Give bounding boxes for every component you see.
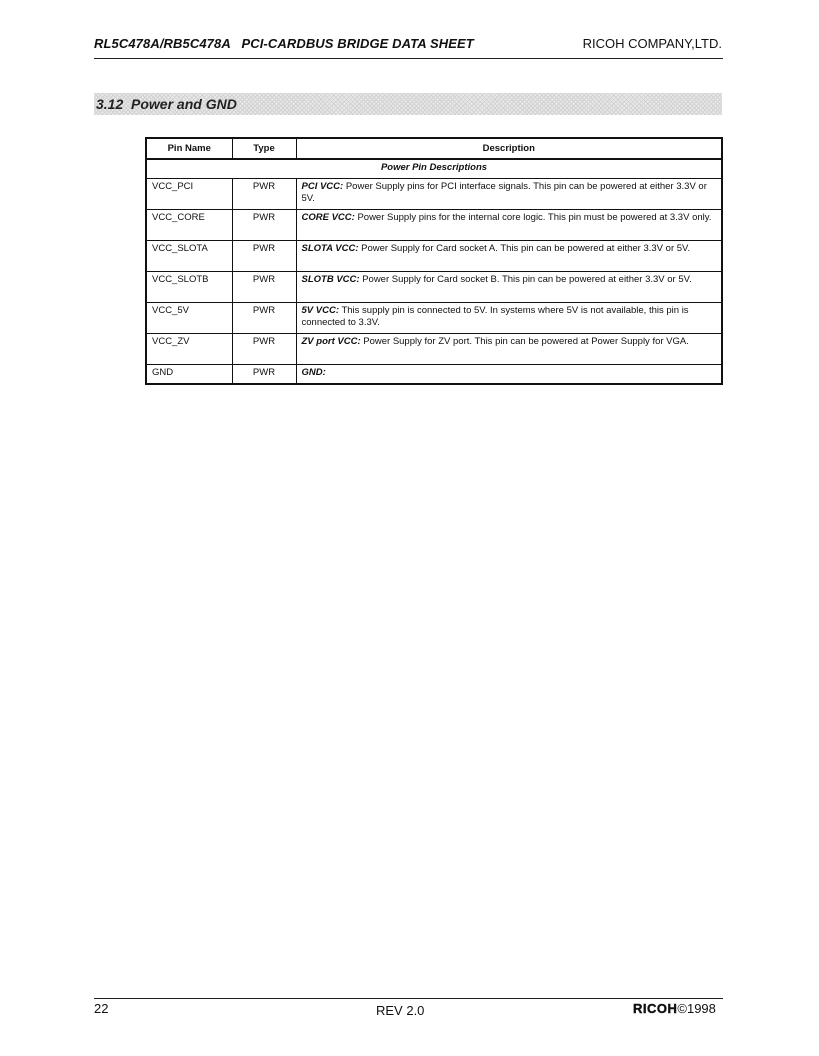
description-text: Power Supply for Card socket B. This pin can be powered at either 3.3V or 5V.: [359, 274, 692, 285]
description-lead: PCI VCC:: [301, 181, 344, 192]
page-number: 22: [94, 1001, 109, 1016]
description-text: Power Supply for Card socket A. This pin can be powered at either 3.3V or 5V.: [358, 243, 691, 254]
pin-name: VCC_5V: [146, 303, 232, 334]
pin-description: [296, 241, 722, 272]
pin-type: PWR: [232, 303, 296, 334]
column-header-description: Description: [296, 138, 722, 159]
pin-name: VCC_SLOTB: [146, 272, 232, 303]
pin-description: [296, 272, 722, 303]
table-row: [146, 272, 722, 303]
description-lead: SLOTA VCC:: [301, 243, 359, 254]
section-heading-band: [94, 93, 722, 115]
table-row: [146, 365, 722, 385]
pin-name: VCC_SLOTA: [146, 241, 232, 272]
pin-description: [296, 365, 722, 385]
copyright-year: ©1998: [677, 1001, 716, 1016]
table-row: [146, 241, 722, 272]
pin-type: PWR: [232, 241, 296, 272]
pin-name: VCC_PCI: [146, 179, 232, 210]
ricoh-logo: RICOH: [633, 1001, 678, 1016]
column-header-pin-name: Pin Name: [146, 138, 232, 159]
description-lead: ZV port VCC:: [301, 336, 361, 347]
description-lead: 5V VCC:: [301, 305, 339, 316]
column-header-type: Type: [232, 138, 296, 159]
table-row: [146, 210, 722, 241]
pin-type: PWR: [232, 334, 296, 365]
table-row: [146, 334, 722, 365]
pin-description: [296, 334, 722, 365]
power-pin-table: [145, 137, 723, 385]
footer-divider: [94, 998, 723, 999]
pin-type: PWR: [232, 210, 296, 241]
document-title: RL5C478A/RB5C478A PCI-CARDBUS BRIDGE DATA SHEET: [94, 36, 474, 51]
table-group-row: [146, 159, 722, 179]
description-text: This supply pin is connected to 5V. In systems where 5V is not available, this pin is connected to 3.3V.: [301, 305, 689, 328]
pin-type: PWR: [232, 179, 296, 210]
description-text: Power Supply for ZV port. This pin can be powered at Power Supply for VGA.: [360, 336, 689, 347]
description-text: Power Supply pins for PCI interface signals. This pin can be powered at either 3.3V or 5V.: [301, 181, 707, 204]
pin-description: [296, 303, 722, 334]
pin-type: PWR: [232, 365, 296, 385]
header-divider: [94, 58, 723, 59]
group-title: Power Pin Descriptions: [146, 159, 722, 179]
company-name: RICOH COMPANY,LTD.: [582, 36, 722, 51]
pin-description: [296, 179, 722, 210]
pin-type: PWR: [232, 272, 296, 303]
pin-name: VCC_ZV: [146, 334, 232, 365]
table-row: [146, 179, 722, 210]
description-lead: CORE VCC:: [301, 212, 355, 223]
copyright-mark: [633, 1001, 716, 1016]
pin-name: VCC_CORE: [146, 210, 232, 241]
description-lead: SLOTB VCC:: [301, 274, 360, 285]
page-header: [94, 36, 722, 56]
section-title: 3.12 Power and GND: [96, 96, 237, 112]
table-header-row: [146, 138, 722, 159]
revision-label: REV 2.0: [376, 1003, 425, 1018]
description-lead: GND:: [301, 367, 326, 378]
table-row: [146, 303, 722, 334]
pin-name: GND: [146, 365, 232, 385]
pin-description: [296, 210, 722, 241]
description-text: Power Supply pins for the internal core logic. This pin must be powered at 3.3V only.: [354, 212, 712, 223]
